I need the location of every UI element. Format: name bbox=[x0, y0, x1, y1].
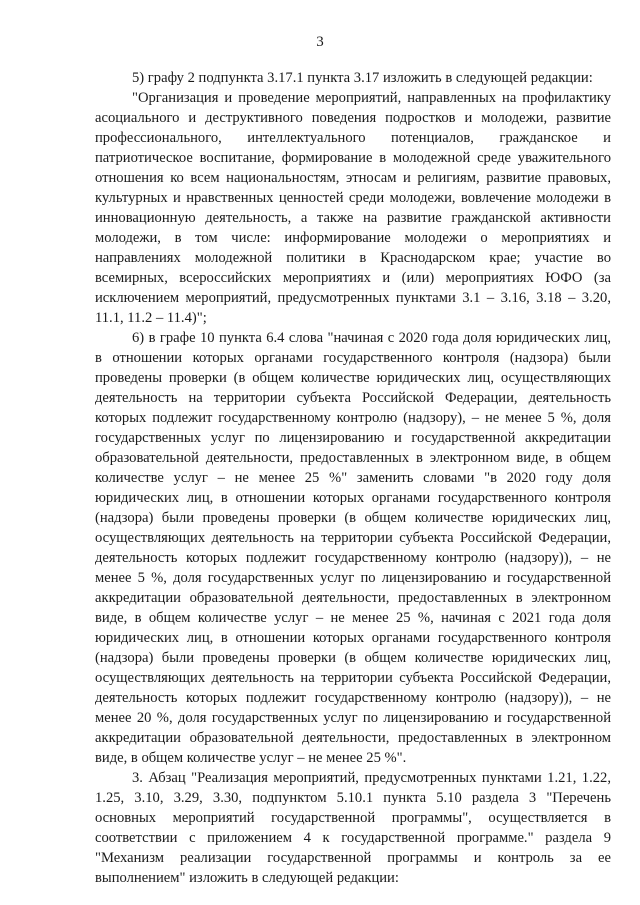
paragraph-item-5: 5) графу 2 подпункта 3.17.1 пункта 3.17 изложить в следующей редакции: bbox=[132, 70, 593, 86]
paragraph-quoted-text: "Организация и проведение мероприятий, направленных на профилактику асоциального и деструктивного поведения подростков и молодежи, развитие профессионального, интеллектуального потенциалов, гражданское и патриотическое воспитание, формирование в молодежной среде уважительного отношения ко всем национальностям, этносам и религиям, развитие правовых, культурных и нравственных ценностей среди молодежи, вовлечение молодежи в инновационную деятельность, а также на развитие гражданской активности молодежи, в том числе: информирование молодежи о мероприятиях и направлениях молодежной политики в Краснодарском крае; участие во всемирных, всероссийских мероприятиях и (или) мероприятиях ЮФО (за исключением мероприятий, предусмотренных пунктами 3.1 – 3.16, 3.18 – 3.20, 11.1, 11.2 – 11.4)"; bbox=[95, 90, 611, 326]
paragraph-item-6: 6) в графе 10 пункта 6.4 слова "начиная с 2020 года доля юридических лиц, в отношении которых органами государственного контроля (надзора) были проведены проверки (в общем количестве юридических лиц, осуществляющих деятельность на территории субъекта Российской Федерации, деятельность которых подлежит государственному контролю (надзору), – не менее 5 %, доля государственных услуг по лицензированию и государственной аккредитации образовательной деятельности, предоставленных в электронном виде, в общем количестве услуг – не менее 25 %" заменить словами "в 2020 году доля юридических лиц, в отношении которых органами государственного контроля (надзора) были проведены проверки (в общем количестве юридических лиц, осуществляющих деятельность на территории субъекта Российской Федерации, деятельность которых подлежит государственному контролю (надзору)), – не менее 5 %, доля государственных услуг по лицензированию и государственной аккредитации образовательной деятельности, предоставленных в электронном виде, в общем количестве услуг – не менее 25 %, начиная с 2021 года доля юридических лиц, в отношении которых органами государственного контроля (надзора) были проведены проверки (в общем количестве юридических лиц, осуществляющих деятельность на территории субъекта Российской Федерации, деятельность которых подлежит государственному контролю (надзору)), – не менее 20 %, доля государственных услуг по лицензированию и государственной аккредитации образовательной деятельности, предоставленных в электронном виде, в общем количестве услуг – не менее 25 %". bbox=[95, 330, 611, 766]
document-body bbox=[95, 68, 611, 888]
paragraph-item-3: 3. Абзац "Реализация мероприятий, предусмотренных пунктами 1.21, 1.22, 1.25, 3.10, 3.29, 3.30, подпунктом 5.10.1 пункта 5.10 раздела 3 "Перечень основных мероприятий государственной программы", осуществляется в соответствии с приложением 4 к государственной программе." раздела 9 "Механизм реализации государственной программы и контроль за ее выполнением" изложить в следующей редакции: bbox=[95, 770, 611, 886]
page-number: 3 bbox=[316, 34, 324, 50]
